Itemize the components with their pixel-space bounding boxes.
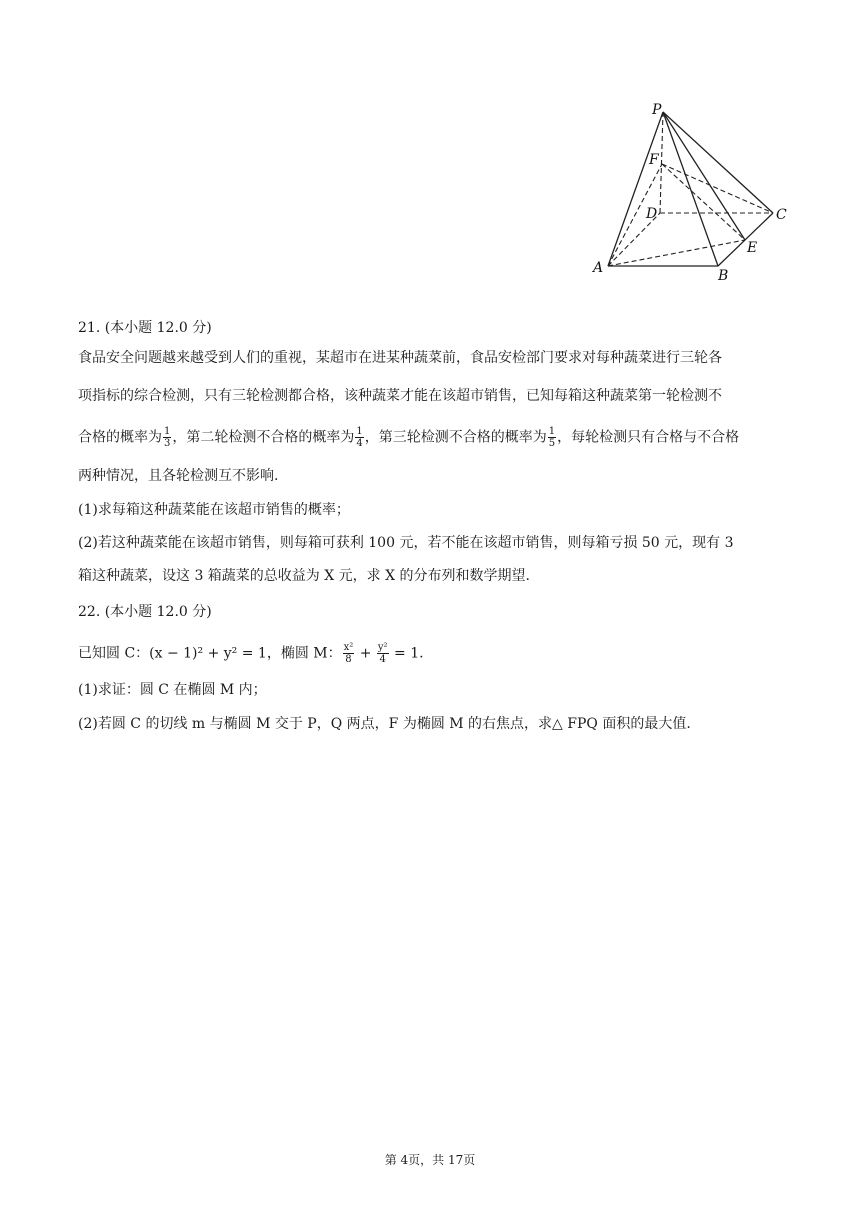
label-A: A <box>593 260 604 276</box>
label-P: P <box>652 102 662 118</box>
q21-text-line2: 项指标的综合检测，只有三轮检测都合格，该种蔬菜才能在该超市销售，已知每箱这种蔬菜第一轮检测不 <box>78 388 722 404</box>
q21-part2-line2: 箱这种蔬菜，设这 3 箱蔬菜的总收益为 X 元，求 X 的分布列和数学期望. <box>78 568 530 584</box>
q21-text-line1: 食品安全问题越来越受到人们的重视，某超市在进某种蔬菜前，食品安检部门要求对每种蔬菜进行三轮各 <box>78 350 722 366</box>
q21-line3-a: 合格的概率为 <box>78 429 162 446</box>
fraction-one-fifth: $\frac{1}{5}$ <box>548 426 556 449</box>
label-C: C <box>776 207 787 223</box>
edge-PB <box>663 112 718 266</box>
edge-BC <box>718 213 773 266</box>
fraction-one-quarter: $\frac{1}{4}$ <box>356 426 363 449</box>
q22-line1-a: 已知圆 C：(x − 1)² + y² = 1，椭圆 M： <box>78 645 342 662</box>
edge-AE <box>608 240 745 266</box>
label-F: F <box>649 152 659 168</box>
q21-text-line3 <box>78 426 739 449</box>
q22-header: 22. (本小题 12.0 分) <box>78 604 212 620</box>
q21-line3-c: ，第三轮检测不合格的概率为 <box>364 429 547 446</box>
page-footer: 第 4页，共 17页 <box>384 1153 476 1167</box>
q21-line3-d: ，每轮检测只有合格与不合格 <box>557 429 740 446</box>
label-B: B <box>718 268 729 284</box>
q22-text-line1 <box>78 642 424 665</box>
label-D: D <box>646 206 658 222</box>
fraction-one-third: $\frac{1}{3}$ <box>164 426 171 449</box>
q21-part2-line1: (2)若这种蔬菜能在该超市销售，则每箱可获利 100 元，若不能在该超市销售，则每箱亏损 50 元，现有 3 <box>78 535 734 551</box>
q22-part2: (2)若圆 C 的切线 m 与椭圆 M 交于 P，Q 两点，F 为椭圆 M 的右焦点，求△ FPQ 面积的最大值. <box>78 716 691 732</box>
q22-line1-b: = 1. <box>389 645 424 662</box>
plus-sign: + <box>355 645 376 662</box>
edge-FC <box>662 164 773 213</box>
q22-part1: (1)求证：圆 C 在椭圆 M 内； <box>78 682 267 698</box>
pyramid-figure <box>588 98 798 288</box>
q21-line3-b: ，第二轮检测不合格的概率为 <box>172 429 355 446</box>
edge-PA <box>608 112 663 266</box>
label-E: E <box>747 240 758 256</box>
q21-header: 21. (本小题 12.0 分) <box>78 320 212 336</box>
q21-part1: (1)求每箱这种蔬菜能在该超市销售的概率； <box>78 502 350 518</box>
fraction-y2-over-4: $\frac{\text{y²}}{4}$ <box>377 642 388 665</box>
q21-text-line4: 两种情况，且各轮检测互不影响. <box>78 468 279 484</box>
fraction-x2-over-8: $\frac{\text{x²}}{8}$ <box>343 642 354 665</box>
edge-PD <box>660 112 663 213</box>
